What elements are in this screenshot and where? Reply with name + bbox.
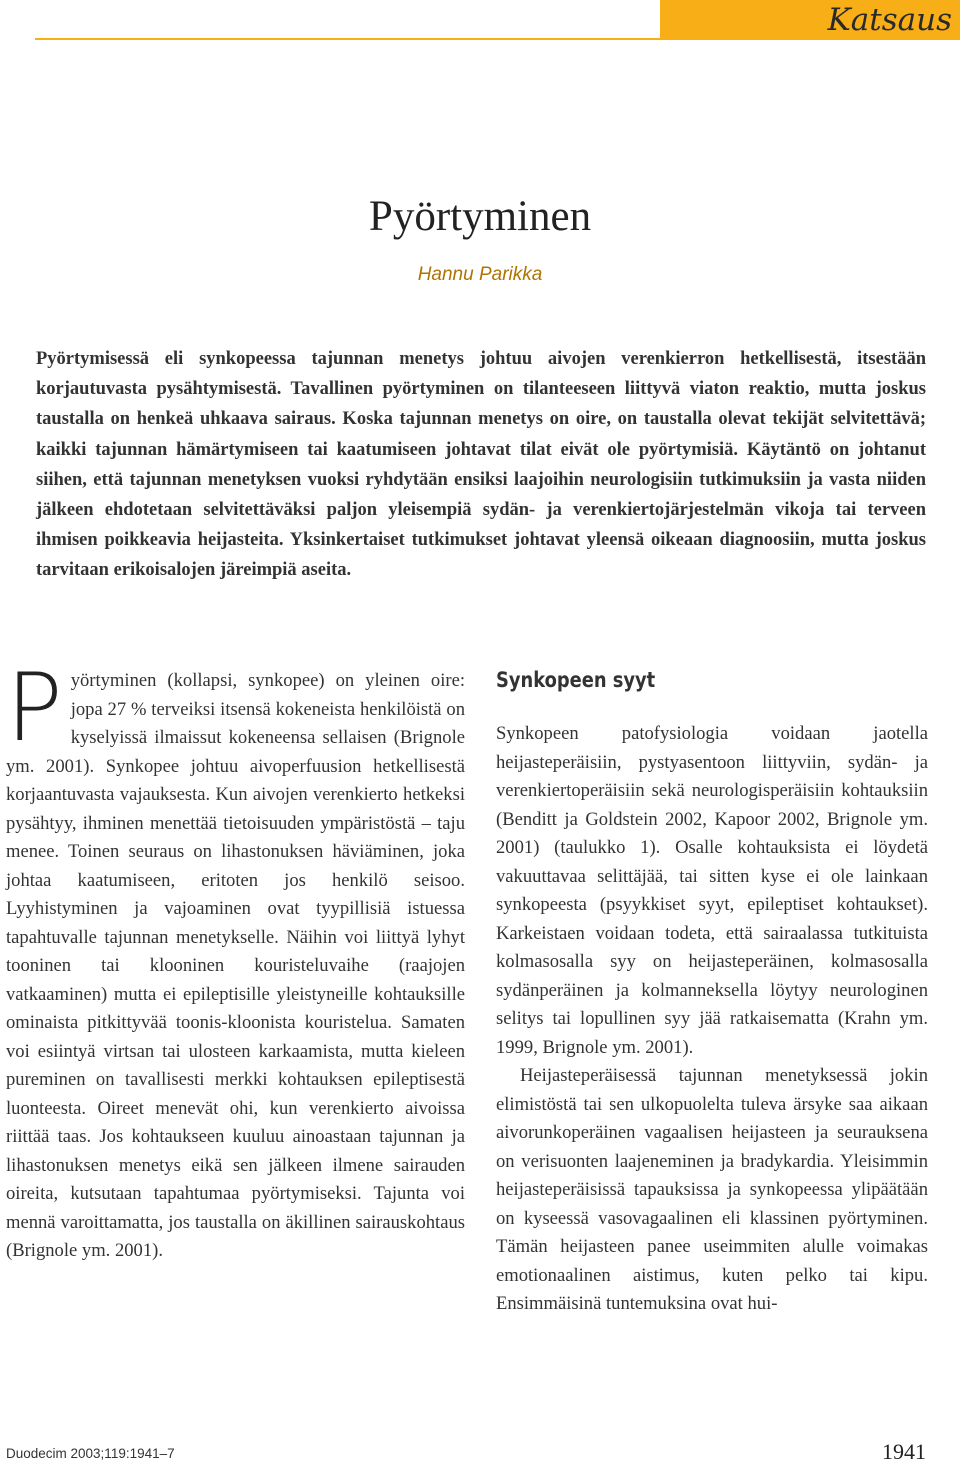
page-number: 1941 xyxy=(882,1439,926,1464)
intro-paragraph xyxy=(6,654,465,1266)
drop-cap: P xyxy=(6,654,63,763)
article-title: Pyörtyminen xyxy=(368,193,592,240)
section-tag: Katsaus xyxy=(660,0,960,40)
article-author: Hannu Parikka xyxy=(417,264,543,285)
left-column xyxy=(6,654,465,1266)
article-abstract: Pyörtymisessä eli synkopeessa tajunnan menetys johtuu aivojen verenkierron hetkellisestä, itsestään korjautuvasta pysähtymisestä. Tavallinen pyörtyminen on tilanteeseen liittyvä viaton reaktio, mutta joskus taustalla on henkeä uhkaava sairaus. Koska tajunnan menetys on oire, on taustalla olevat tekijät selvitettävä; kaikki tajunnan hämärtymiseen tai kaatumiseen johtavat tilat eivät ole pyörtymisiä. Käytäntö on johtanut siihen, että tajunnan menetyksen vuoksi ryhdytään ensiksi laajoihin neurologisiin tutkimuksiin ja vasta niiden jälkeen ehdotetaan selvitettäväksi paljon yleisempiä sydän- ja verenkiertojärjestelmän vikoja tai terveen ihmisen poikkeavia heijasteita. Yksinkertaiset tutkimukset johtavat yleensä oikeaan diagnoosiin, mutta joskus tarvitaan erikoisalojen järeimpiä aseita. xyxy=(36,349,926,581)
header-rule xyxy=(35,38,960,40)
right-column xyxy=(496,720,928,1319)
intro-text: yörtyminen (kollapsi, synkopee) on yleinen oire: jopa 27 % terveiksi itsensä kokeneista henkilöistä on kyselyissä ilmaissut kokeneensa sellaisen (Brignole ym. 2001). Synkopee johtuu aivoperfuusion hetkellisestä korjaantuvasta vajauksesta. Kun aivojen verenkierto hetkeksi pysähtyy, ihminen menettää tietoisuuden ympäristöstä – taju menee. Toinen seuraus on lihastonuksen häviäminen, joka johtaa kaatumiseen, eritoten jos henkilö seisoo. Lyyhistyminen ja vajoaminen ovat tyypillisiä istuessa tapahtuvalle tajunnan menetykselle. Näihin voi liittyä lyhyt tooninen tai klooninen kouristeluvaihe (raajojen vatkaaminen) mutta ei epileptisille yleistyneille kohtauksille ominaista pitkittyvää toonis-kloonista kouristelua. Samaten voi esiintyä virtsan tai ulosteen karkaamista, mutta kieleen pureminen on tavallisesti merkki kohtauksen epileptisestä luonteesta. Oireet menevät ohi, kun verenkierto aivoissa riittää taas. Jos kohtaukseen kuuluu ainoastaan tajunnan ja lihastonuksen menetys eikä sen jälkeen ilmene sairauden oireita, kutsutaan tapahtumaa pyörtymiseksi. Tajunta voi mennä varoittamatta, jos taustalla on äkillinen sairauskohtaus (Brignole ym. 2001). xyxy=(6,670,465,1261)
journal-citation: Duodecim 2003;119:1941–7 xyxy=(6,1446,175,1461)
section-heading: Synkopeen syyt xyxy=(496,668,656,692)
body-paragraph-2: Heijasteperäisessä tajunnan menetyksessä jokin elimistöstä tai sen ulkopuolelta tuleva ärsyke saa aikaan aivorunkoperäinen vagaalisen heijasteen ja seurauksena on verisuonten laajeneminen ja bradykardia. Yleisimmin heijasteperäisissä tapauksissa ja synkopeessa ylipäätään on kyseessä vasovagaalinen eli klassinen pyörtyminen. Tämän heijasteen panee useimmiten alulle voimakas emotionaalinen aistimus, kuten pelko tai kipu. Ensimmäisinä tuntemuksina ovat hui- xyxy=(496,1065,928,1314)
body-paragraph-1: Synkopeen patofysiologia voidaan jaotella heijasteperäisiin, pystyasentoon liittyviin, sydän- ja verenkiertoperäisiin sekä neurologisperäisiin kohtauksiin (Benditt ja Goldstein 2002, Kapoor 2002, Brignole ym. 2001) (taulukko 1). Osalle kohtauksista ei löydetä vakuuttavaa selittäjää, tai sitten kyse ei ole lainkaan synkopeesta (psyykkiset syyt, epileptiset kohtaukset). Karkeistaen voidaan todeta, että sairaalassa tutkituista kolmasosalla syy on heijasteperäinen, kolmasosalla sydänperäinen ja kolmanneksella löytyy neurologinen selitys tai lopullinen syy jää ratkaisematta (Krahn ym. 1999, Brignole ym. 2001). xyxy=(496,723,928,1058)
